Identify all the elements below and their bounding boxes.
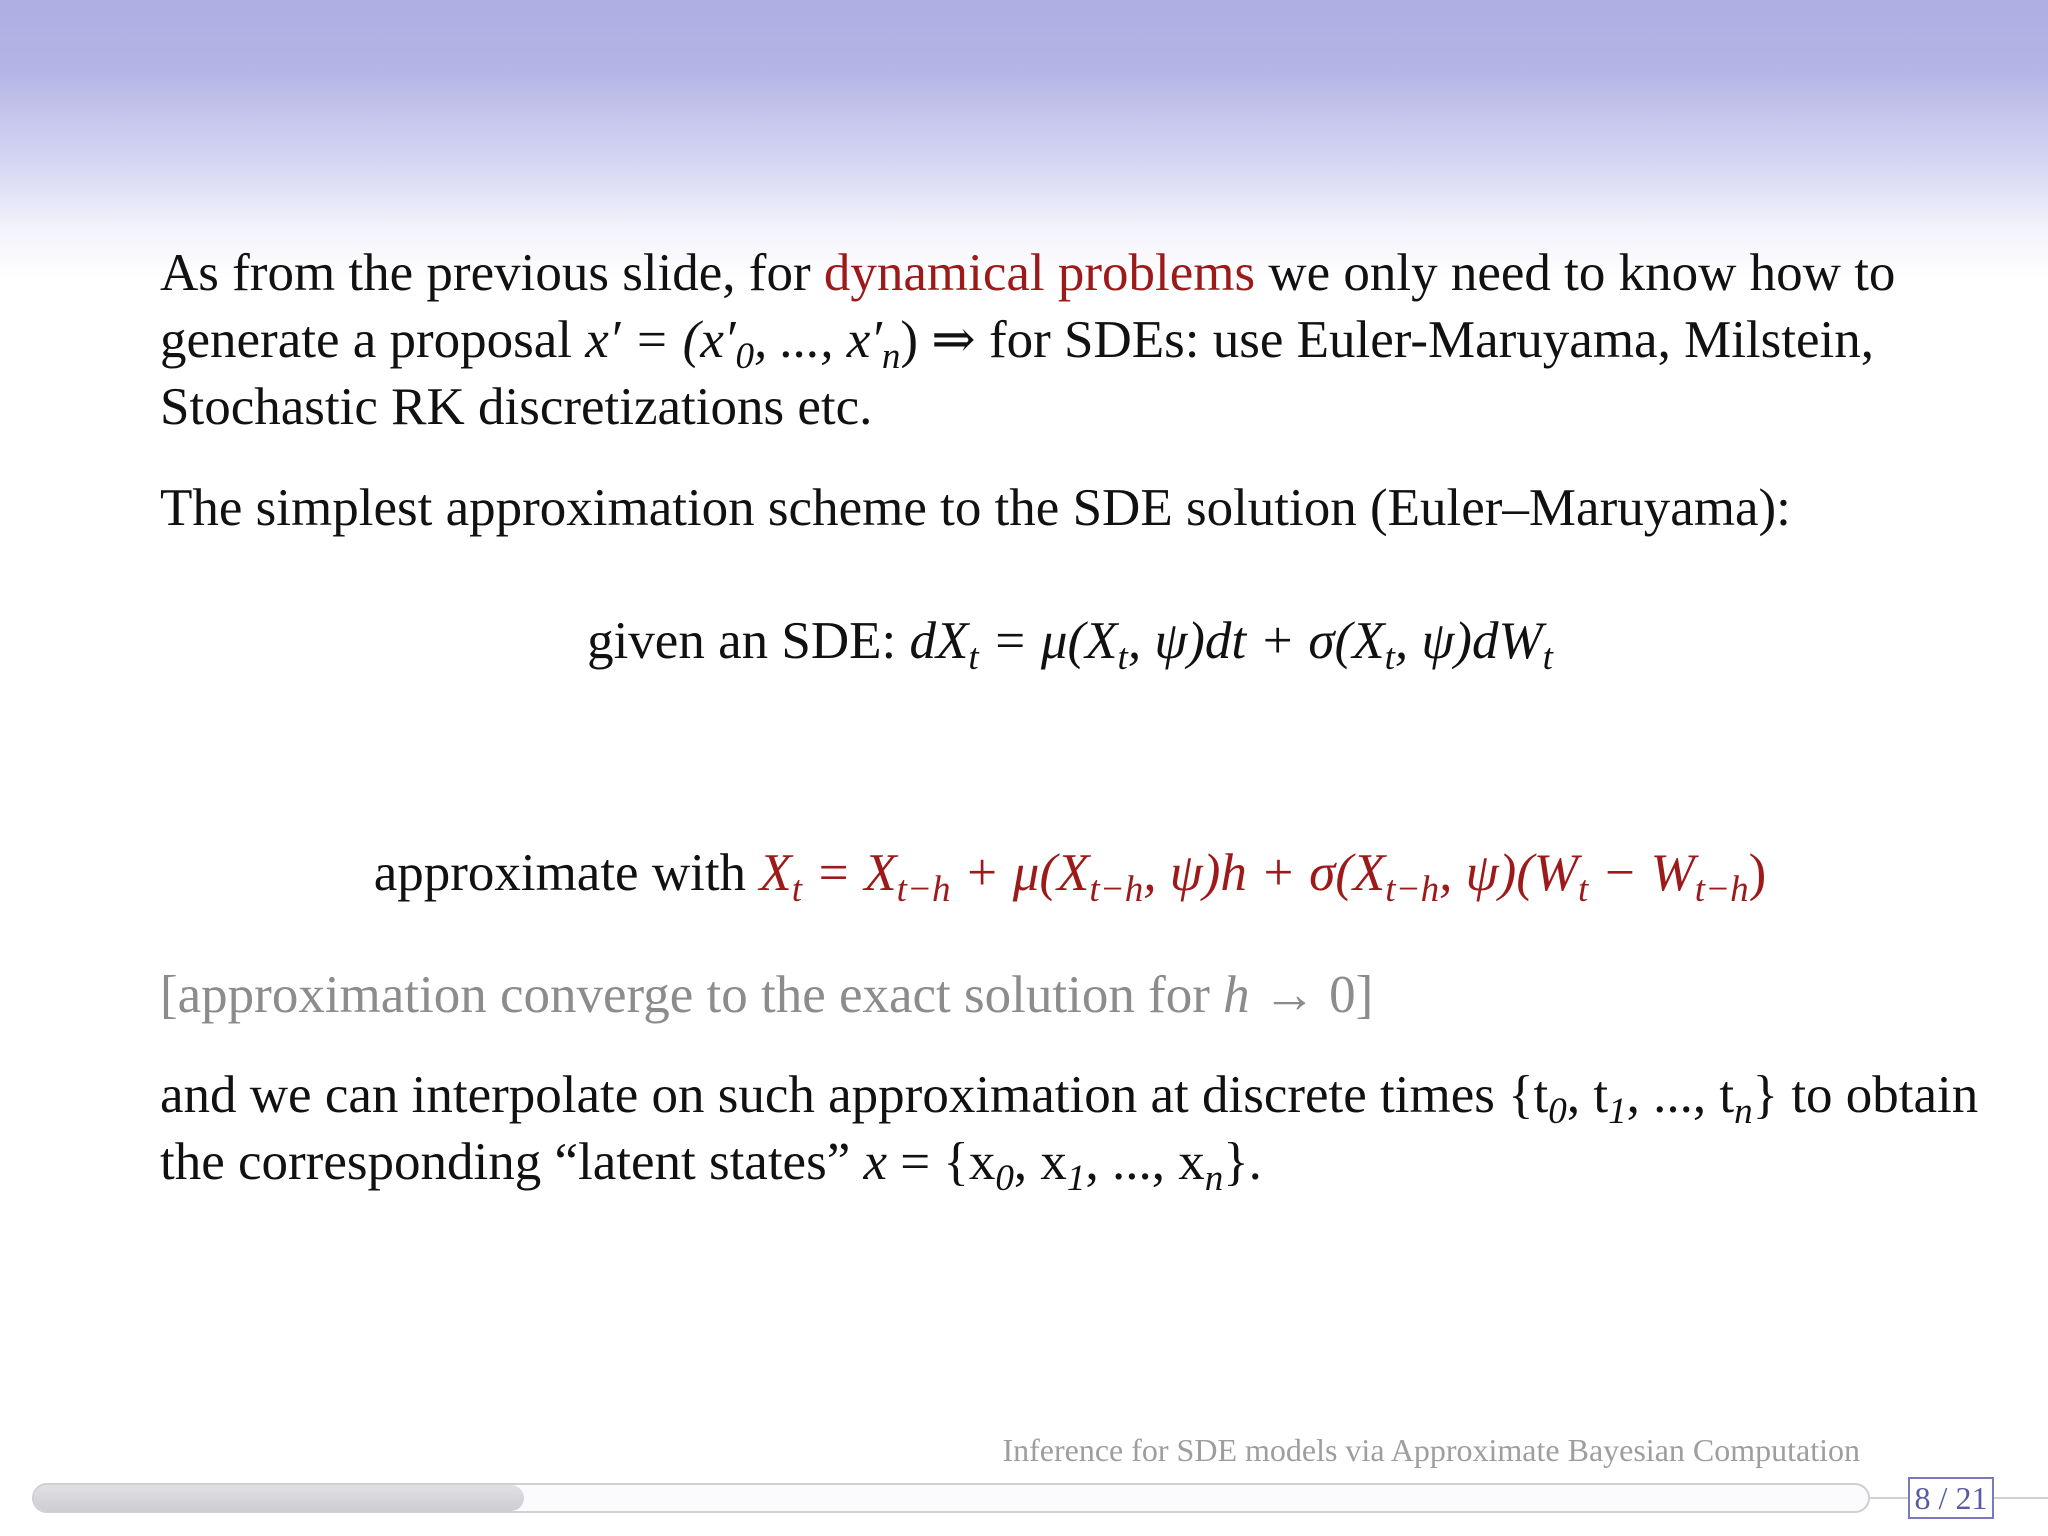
convergence-note: [approximation converge to the exact solution for h → 0] [160, 966, 1374, 1024]
paragraph-scheme: The simplest approximation scheme to the SDE solution (Euler–Maruyama): [160, 479, 1791, 537]
equation-euler-maruyama: approximate with $X_t = X_{t-h} + \mu(X_{t-h}$, $\psi)h + \sigma(X_{t-h}$, $\psi)(W_t - W_{t-h})$ [373, 844, 1767, 911]
page-counter[interactable]: 8 / 21 [1908, 1477, 1994, 1519]
slide-body [160, 240, 1980, 1200]
paragraph-proposal: As from the previous slide, for dynamical problems we only need to know how to generate a proposal $x' = (x'_0$, ..., $x'_n$) ⇒ for SDEs: use Euler-Maruyama, Milstein, Stochastic RK discretizations etc. [160, 244, 1896, 436]
footer-presentation-title: Inference for SDE models via Approximate Bayesian Computation [1002, 1432, 1860, 1468]
highlight-dynamical-problems: dynamical problems [823, 244, 1256, 302]
paragraph-interpolation: and we can interpolate on such approximation at discrete times {$t_0$, $t_1$, ..., $t_n$} to obtain the corresponding “latent states” $x = \{x_0$, $x_1$, ..., $x_n$}. [160, 1066, 1979, 1200]
progress-track-divider [1870, 1497, 1910, 1499]
page-counter-divider [1994, 1497, 2048, 1499]
slide-progress-fill [34, 1485, 524, 1511]
slide-progress-bar[interactable] [32, 1483, 1870, 1513]
slide-header-gradient [0, 0, 2048, 280]
equation-sde: given an SDE: $dX_t = \mu(X_t$, $\psi)dt + \sigma(X_t$, $\psi)dW_t$ [587, 612, 1553, 679]
